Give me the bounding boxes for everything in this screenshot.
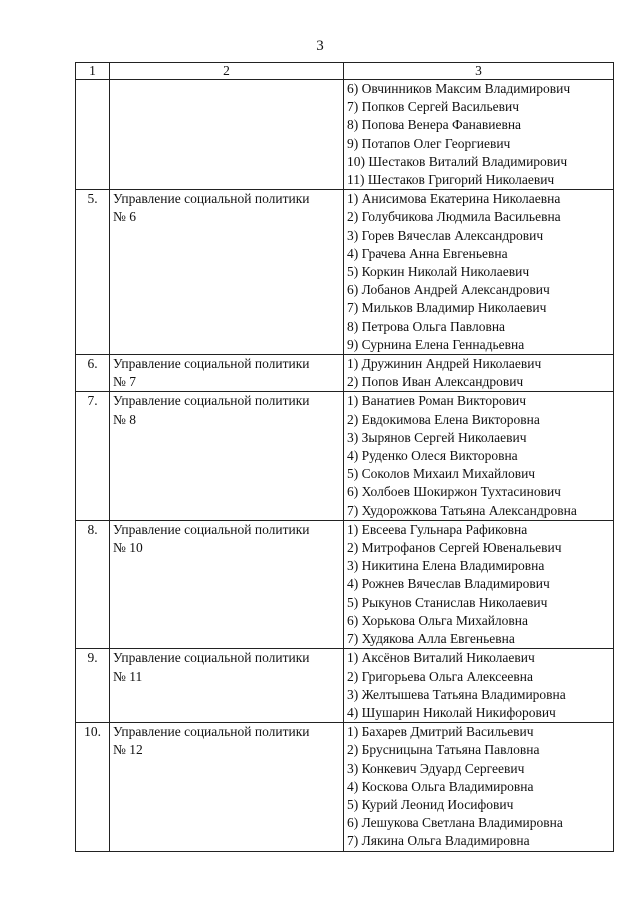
member-name: 4) Грачева Анна Евгеньевна bbox=[347, 245, 508, 261]
table-row bbox=[76, 190, 614, 355]
organization-cell bbox=[110, 80, 344, 190]
members-cell bbox=[344, 723, 614, 851]
member-name: 2) Голубчикова Людмила Васильевна bbox=[347, 209, 561, 225]
organization-cell bbox=[110, 649, 344, 723]
organization-cell bbox=[110, 520, 344, 648]
organization-line: Управление социальной политики bbox=[113, 521, 310, 537]
member-name: 6) Холбоев Шокиржон Тухтасинович bbox=[347, 484, 561, 500]
table-body bbox=[76, 80, 614, 852]
member-name: 6) Овчинников Максим Владимирович bbox=[347, 81, 571, 96]
table-row bbox=[76, 520, 614, 648]
members-table bbox=[75, 62, 614, 852]
organization-line: Управление социальной политики bbox=[113, 650, 310, 666]
member-name: 3) Конкевич Эдуард Сергеевич bbox=[347, 760, 525, 776]
member-name: 3) Горев Вячеслав Александрович bbox=[347, 227, 544, 243]
row-number: 6. bbox=[76, 355, 110, 392]
organization-line: Управление социальной политики bbox=[113, 191, 310, 207]
row-number: 5. bbox=[76, 190, 110, 355]
member-name: 1) Евсеева Гульнара Рафиковна bbox=[347, 521, 528, 537]
member-name: 3) Зырянов Сергей Николаевич bbox=[347, 429, 527, 445]
members-cell bbox=[344, 355, 614, 392]
member-name: 10) Шестаков Виталий Владимирович bbox=[347, 153, 568, 169]
member-name: 1) Анисимова Екатерина Николаевна bbox=[347, 191, 561, 207]
column-header-3: 3 bbox=[344, 63, 614, 80]
organization-cell bbox=[110, 355, 344, 392]
column-header-2: 2 bbox=[110, 63, 344, 80]
organization-line: № 7 bbox=[113, 374, 137, 390]
column-header-1: 1 bbox=[76, 63, 110, 80]
member-name: 2) Митрофанов Сергей Ювенальевич bbox=[347, 540, 562, 556]
organization-line: Управление социальной политики bbox=[113, 724, 310, 740]
organization-line: № 12 bbox=[113, 742, 143, 758]
members-cell bbox=[344, 520, 614, 648]
members-cell bbox=[344, 190, 614, 355]
row-number: 8. bbox=[76, 520, 110, 648]
member-name: 5) Коркин Николай Николаевич bbox=[347, 264, 530, 280]
member-name: 8) Попова Венера Фанавиевна bbox=[347, 117, 522, 133]
member-name: 1) Дружинин Андрей Николаевич bbox=[347, 356, 542, 372]
member-name: 7) Попков Сергей Васильевич bbox=[347, 99, 520, 115]
member-name: 2) Попов Иван Александрович bbox=[347, 374, 524, 390]
members-cell bbox=[344, 392, 614, 520]
member-name: 7) Лякина Ольга Владимировна bbox=[347, 833, 530, 849]
member-name: 7) Мильков Владимир Николаевич bbox=[347, 300, 547, 316]
member-name: 3) Желтышева Татьяна Владимировна bbox=[347, 686, 566, 702]
member-name: 4) Шушарин Николай Никифорович bbox=[347, 704, 556, 720]
organization-cell bbox=[110, 190, 344, 355]
organization-line: № 11 bbox=[113, 668, 143, 684]
member-name: 4) Рожнев Вячеслав Владимирович bbox=[347, 576, 550, 592]
page-number: 3 bbox=[316, 38, 324, 54]
table-row bbox=[76, 723, 614, 851]
member-name: 6) Лобанов Андрей Александрович bbox=[347, 282, 550, 298]
organization-line: № 6 bbox=[113, 209, 137, 225]
table-row bbox=[76, 355, 614, 392]
member-name: 2) Евдокимова Елена Викторовна bbox=[347, 411, 540, 427]
organization-line: № 10 bbox=[113, 540, 143, 556]
member-name: 8) Петрова Ольга Павловна bbox=[347, 318, 506, 334]
member-name: 6) Лешукова Светлана Владимировна bbox=[347, 815, 563, 831]
members-cell bbox=[344, 80, 614, 190]
member-name: 7) Худякова Алла Евгеньевна bbox=[347, 631, 515, 647]
organization-line: № 8 bbox=[113, 411, 137, 427]
row-number bbox=[76, 80, 110, 190]
member-name: 11) Шестаков Григорий Николаевич bbox=[347, 172, 555, 188]
member-name: 9) Сурнина Елена Геннадьевна bbox=[347, 336, 525, 352]
members-cell bbox=[344, 649, 614, 723]
member-name: 9) Потапов Олег Георгиевич bbox=[347, 135, 511, 151]
organization-cell bbox=[110, 723, 344, 851]
member-name: 2) Брусницына Татьяна Павловна bbox=[347, 742, 540, 758]
member-name: 1) Бахарев Дмитрий Васильевич bbox=[347, 724, 534, 740]
member-name: 7) Худорожкова Татьяна Александровна bbox=[347, 502, 577, 518]
member-name: 4) Коскова Ольга Владимировна bbox=[347, 778, 534, 794]
member-name: 4) Руденко Олеся Викторовна bbox=[347, 448, 518, 464]
member-name: 6) Хорькова Ольга Михайловна bbox=[347, 612, 529, 628]
organization-cell bbox=[110, 392, 344, 520]
table-row bbox=[76, 392, 614, 520]
member-name: 5) Соколов Михаил Михайлович bbox=[347, 466, 536, 482]
member-name: 1) Ванатиев Роман Викторович bbox=[347, 393, 527, 409]
row-number: 10. bbox=[76, 723, 110, 851]
member-name: 5) Курий Леонид Иосифович bbox=[347, 796, 514, 812]
organization-line: Управление социальной политики bbox=[113, 393, 310, 409]
member-name: 1) Аксёнов Виталий Николаевич bbox=[347, 650, 535, 666]
table-row bbox=[76, 649, 614, 723]
member-name: 3) Никитина Елена Владимировна bbox=[347, 558, 545, 574]
member-name: 2) Григорьева Ольга Алексеевна bbox=[347, 668, 533, 684]
row-number: 9. bbox=[76, 649, 110, 723]
header-row bbox=[76, 63, 614, 80]
table-row bbox=[76, 80, 614, 190]
organization-line: Управление социальной политики bbox=[113, 356, 310, 372]
row-number: 7. bbox=[76, 392, 110, 520]
member-name: 5) Рыкунов Станислав Николаевич bbox=[347, 594, 548, 610]
